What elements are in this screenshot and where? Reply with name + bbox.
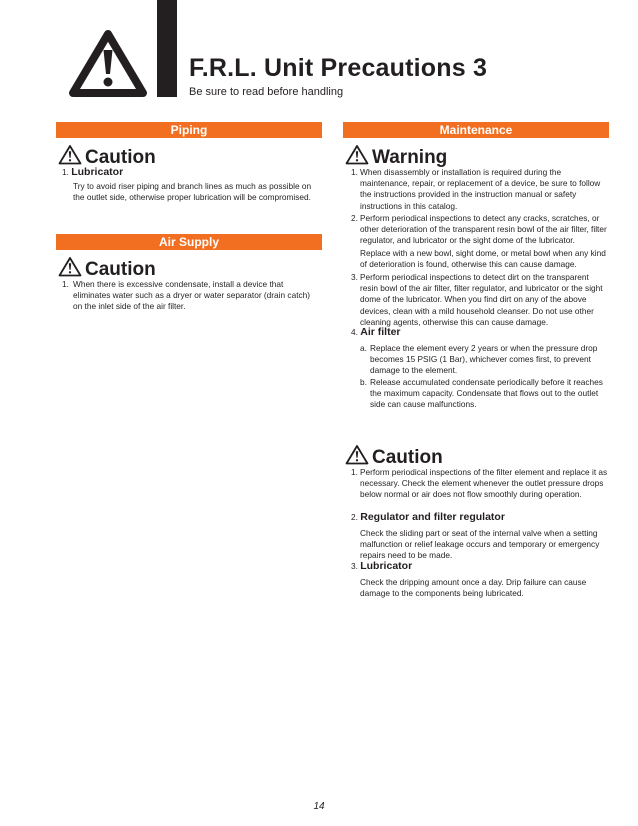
section-bar-maintenance: Maintenance	[343, 122, 609, 138]
item-text: Perform periodical inspections to detect any cracks, scratches, or other deterioration of the transparent resin bowl of the air filter, filter regulator, and lubricator or the sight dome of the lubricator.	[360, 213, 607, 246]
item-letter: b.	[360, 377, 367, 387]
warning-item-3	[351, 272, 609, 328]
piping-item-1	[62, 167, 320, 178]
item-text: Perform periodical inspections of the filter element and replace it as necessary. Check the element whenever the outlet pressure drops below normal or air does not flow smoothly during operation.	[360, 467, 608, 500]
air-supply-caution-heading	[58, 256, 156, 281]
item-number: 2.	[351, 512, 358, 522]
warning-item-2	[351, 213, 609, 247]
warning-triangle-icon	[58, 256, 82, 277]
item-number: 3.	[351, 561, 358, 571]
caution-item-1	[351, 467, 609, 501]
warning-item-4b	[360, 377, 609, 411]
item-title: Lubricator	[71, 166, 124, 178]
caution-item-3	[351, 561, 609, 572]
heading-text: Warning	[372, 147, 448, 168]
warning-triangle-icon	[58, 144, 82, 165]
item-title: Lubricator	[360, 560, 413, 572]
page-number: 14	[313, 801, 325, 812]
item-number: 1.	[351, 167, 358, 177]
item-letter: a.	[360, 343, 367, 353]
item-text: Release accumulated condensate periodically before it reaches the maximum capacity. Condensate that flows out to the outlet side can cause malfunctions.	[370, 377, 603, 410]
item-text: Replace the element every 2 years or when the pressure drop becomes 15 PSIG (1 Bar), whichever comes first, to prevent damage to the element.	[370, 343, 598, 376]
page-subtitle: Be sure to read before handling	[189, 86, 344, 98]
item-text: Perform periodical inspections to detect dirt on the transparent resin bowl of the air filter, filter regulator, and lubricator or the sight dome of the lubricator. When you find dirt on any of the above devices, clean with a mild household cleanser. Do not use other cleaning agents, otherwise this can cause damage.	[360, 272, 603, 327]
item-title: Regulator and filter regulator	[360, 511, 505, 523]
item-number: 4.	[351, 327, 358, 337]
caution-item-2-text: Check the sliding part or seat of the internal valve when a setting malfunction or relief leakage occurs and temporary or emergency repairs need to be made.	[360, 528, 600, 561]
item-number: 1.	[351, 467, 358, 477]
air-supply-item-1	[62, 279, 320, 313]
header-accent-bar	[157, 0, 177, 97]
caution-item-3-text: Check the dripping amount once a day. Drip failure can cause damage to the components being lubricated.	[360, 577, 587, 599]
item-number: 2.	[351, 213, 358, 223]
heading-text: Caution	[372, 447, 443, 468]
section-bar-piping: Piping	[56, 122, 322, 138]
caution-item-2	[351, 512, 609, 523]
item-number: 1.	[62, 167, 69, 177]
warning-triangle-icon	[345, 444, 369, 465]
warning-triangle-icon	[345, 144, 369, 165]
warning-item-4a	[360, 343, 609, 377]
section-bar-air-supply: Air Supply	[56, 234, 322, 250]
item-text: When there is excessive condensate, install a device that eliminates water such as a dryer or water separator (drain catch) on the inlet side of the air filter.	[73, 279, 311, 312]
item-number: 3.	[351, 272, 358, 282]
heading-text: Caution	[85, 259, 156, 280]
piping-item-1-text: Try to avoid riser piping and branch lines as much as possible on the outlet side, otherwise proper lubrication will be compromised.	[73, 181, 312, 203]
item-text: When disassembly or installation is required during the maintenance, repair, or replacement of a device, be sure to follow the instructions provided in the instruction manual or safety instructions in this catalog.	[360, 167, 601, 211]
page-title: F.R.L. Unit Precautions 3	[189, 54, 488, 82]
maintenance-caution-heading	[345, 444, 443, 469]
heading-text: Caution	[85, 147, 156, 168]
item-number: 1.	[62, 279, 69, 289]
warning-item-2-note: Replace with a new bowl, sight dome, or metal bowl when any kind of deterioration is found, otherwise this can cause damage.	[360, 248, 606, 270]
warning-item-1	[351, 167, 609, 212]
warning-item-4	[351, 327, 609, 338]
maintenance-warning-heading	[345, 144, 447, 169]
item-title: Air filter	[360, 326, 401, 338]
warning-triangle-icon	[68, 28, 148, 98]
